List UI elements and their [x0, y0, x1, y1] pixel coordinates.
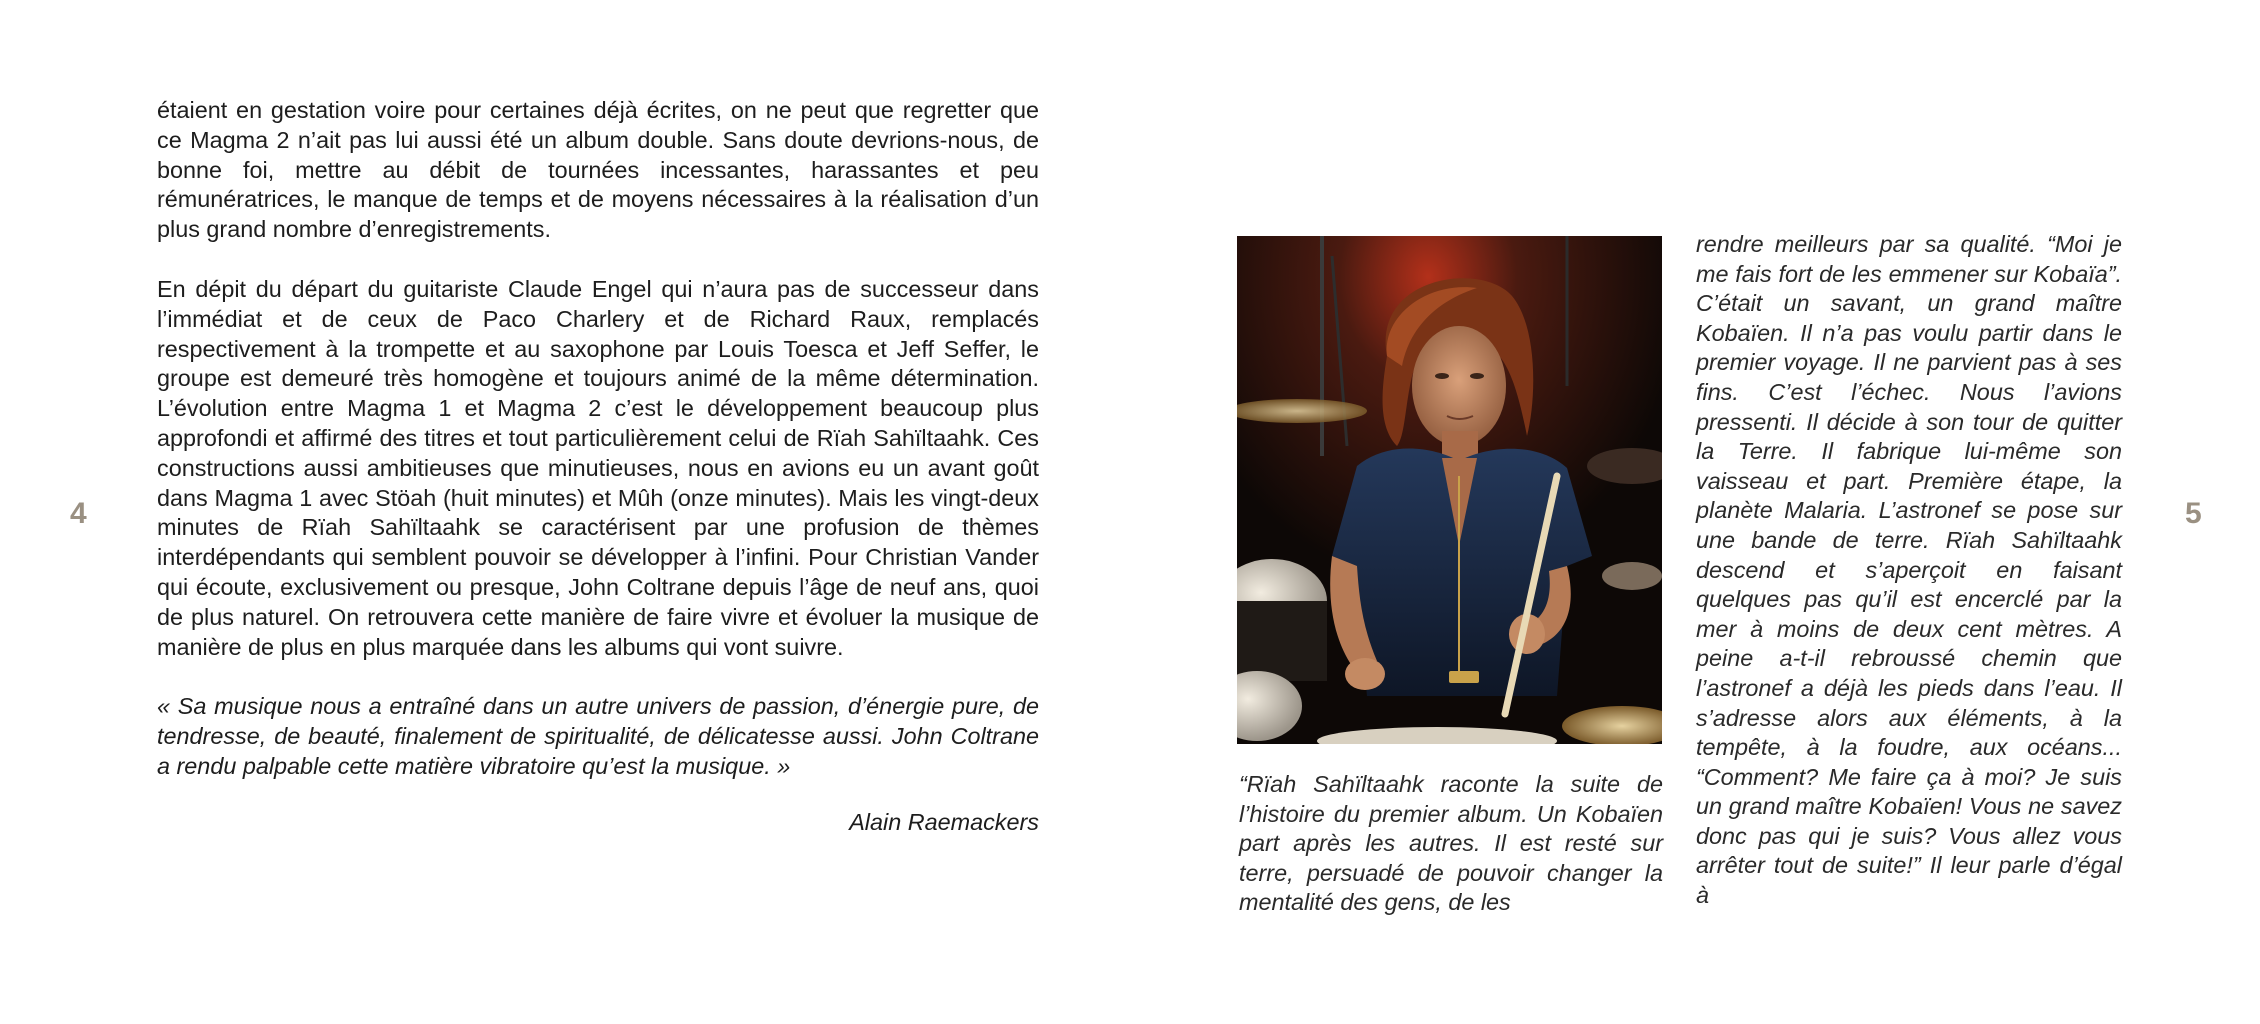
- left-body-text: [157, 96, 1039, 838]
- paragraph-2: En dépit du départ du guitariste Claude Engel qui n’aura pas de successeur dans l’immédiat et de ceux de Paco Charlery et de Richard Raux, remplacés respectivement à la trompette et au saxophone par Louis Toesca et Jeff Seffer, le groupe est demeuré très homogène et toujours animé de la même détermination. L’évolution entre Magma 1 et Magma 2 c’est le développement beaucoup plus approfondi et affirmé des titres et tout particulièrement celui de Rïah Sahïltaahk. Ces constructions aussi ambitieuses que minutieuses, nous en avions eu un avant goût dans Magma 1 avec Stöah (huit minutes) et Mûh (onze minutes). Mais les vingt-deux minutes de Rïah Sahïltaahk se caractérisent par une profusion de thèmes interdépendants qui semblent pouvoir se développer à l’infini. Pour Christian Vander qui écoute, exclusivement ou presque, John Coltrane depuis l’âge de neuf ans, quoi de plus naturel. On retrouvera cette manière de faire vivre et évoluer la musique de manière de plus en plus marquée dans les albums qui vont suivre.: [157, 275, 1039, 660]
- drummer-photo-illustration: [1237, 236, 1662, 744]
- coltrane-quote: « Sa musique nous a entraîné dans un autre univers de passion, d’énergie pure, de tendresse, de beauté, finalement de spiritualité, de délicatesse aussi. John Coltrane a rendu palpable cette matière vibratoire qu’est la musique. »: [157, 693, 1039, 779]
- photo-caption: “Rïah Sahïltaahk raconte la suite de l’histoire du premier album. Un Kobaïen part après les autres. Il est resté sur terre, persuadé de pouvoir changer la mentalité des gens, de les: [1239, 771, 1663, 915]
- paragraph-1: étaient en gestation voire pour certaines déjà écrites, on ne peut que regretter que ce Magma 2 n’ait pas lui aussi été un album double. Sans doute devrions-nous, de bonne foi, mettre au débit de tournées incessantes, harassantes et peu rémunératrices, le manque de temps et de moyens nécessaires à la réalisation d’un plus grand nombre d’enregistrements.: [157, 97, 1039, 243]
- right-column-text: rendre meilleurs par sa qualité. “Moi je me fais fort de les emmener sur Kobaïa”. C’était un savant, un grand maître Kobaïen. Il n’a pas voulu partir dans le premier voyage. Il ne parvient pas à ses fins. C’est l’échec. Nous l’avions pressenti. Il décide à son tour de quitter la Terre. Il fabrique lui-même son vaisseau et part. Première étape, la planète Malaria. L’astronef se pose sur une bande de terre. Rïah Sahïltaahk descend et s’aperçoit en faisant quelques pas qu’il est encerclé par la mer à moins de deux cent mètres. A peine a-t-il rebroussé chemin que l’astronef a déjà les pieds dans l’eau. Il s’adresse alors aux éléments, à la tempête, à la foudre, aux océans... “Comment? Me faire ça à moi? Je suis un grand maître Kobaïen! Vous ne savez donc pas qui je suis? Vous allez vous arrêter tout de suite!” Il leur parle d’égal à: [1696, 231, 2122, 909]
- drummer-photo: [1237, 236, 1662, 744]
- page-number-left: 4: [70, 497, 88, 530]
- quote-author: Alain Raemackers: [849, 808, 1039, 835]
- page-number-right: 5: [2185, 497, 2203, 530]
